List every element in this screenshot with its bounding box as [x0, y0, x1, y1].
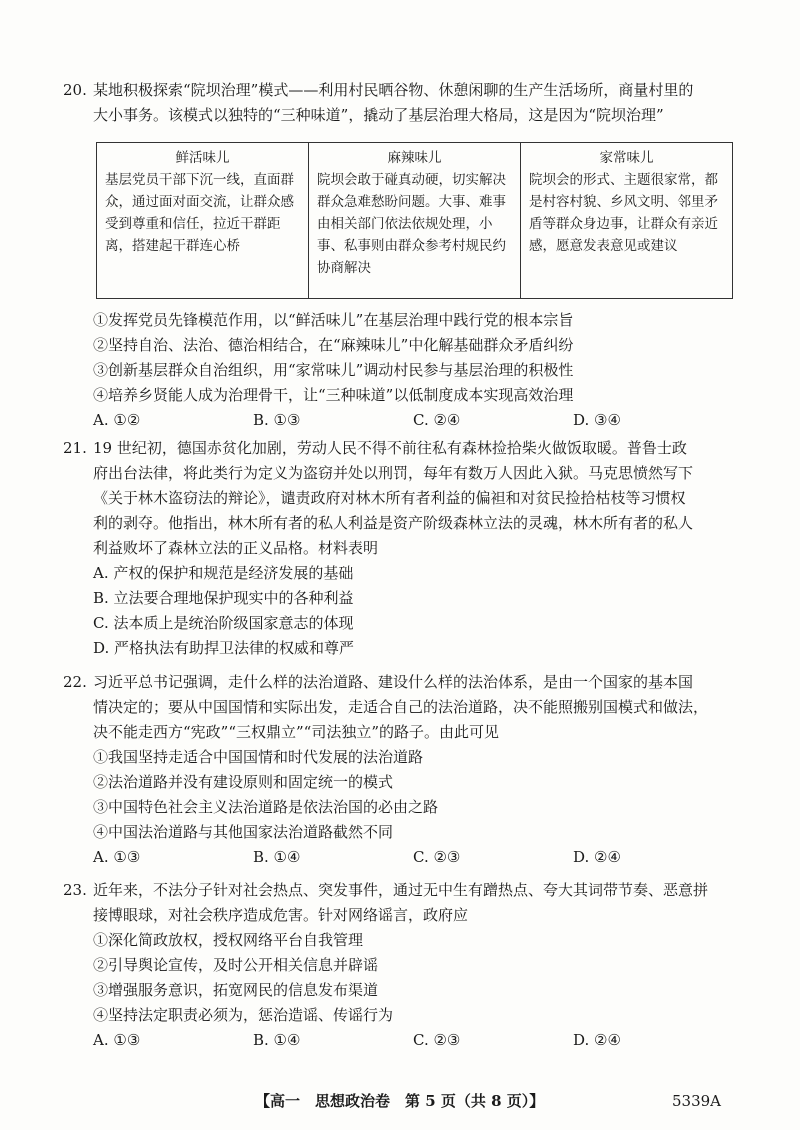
- question-22: [63, 670, 733, 870]
- option-b[interactable]: B. 立法要合理地保护现实中的各种利益: [93, 589, 354, 607]
- option-c[interactable]: C. ②③: [413, 1031, 461, 1049]
- statement: ②引导舆论宣传，及时公开相关信息并辟谣: [93, 956, 379, 974]
- q21-stem-line: 21. 19 世纪初，德国赤贫化加剧，劳动人民不得不前往私有森林捡拾柴火做饭取暖。普鲁士政: [93, 436, 733, 461]
- statement: ④培养乡贤能人成为治理骨干，让“三种味道”以低制度成本实现高效治理: [93, 386, 574, 404]
- q21-number: 21.: [63, 439, 87, 457]
- q23-stem-line: 23. 近年来，不法分子针对社会热点、突发事件，通过无中生有蹭热点、夸大其词带节奏、恶意拼: [93, 878, 733, 903]
- option-d[interactable]: D. ②④: [573, 848, 621, 866]
- statement: ①发挥党员先锋模范作用，以“鲜活味儿”在基层治理中践行党的根本宗旨: [93, 311, 574, 329]
- q20-table: [96, 142, 733, 299]
- q21-stem-line: 利益败坏了森林立法的正义品格。材料表明: [93, 539, 379, 557]
- q21-stem-line: 府出台法律，将此类行为定义为盗窃并处以刑罚，每年有数万人因此入狱。马克思愤然写下: [93, 464, 694, 482]
- option-c[interactable]: C. ②④: [413, 411, 461, 429]
- q23-number: 23.: [63, 881, 87, 899]
- q20-options: [93, 408, 733, 433]
- q22-options: [93, 845, 733, 870]
- question-20: [63, 78, 733, 128]
- footer-code: 5339A: [672, 1092, 722, 1110]
- option-a[interactable]: A. ①②: [93, 411, 141, 429]
- option-d[interactable]: D. 严格执法有助捍卫法律的权威和尊严: [93, 639, 355, 657]
- q23-options: [93, 1028, 733, 1053]
- table-col-head: 麻辣味儿: [387, 150, 442, 166]
- option-b[interactable]: B. ①④: [253, 848, 301, 866]
- statement: ③增强服务意识，拓宽网民的信息发布渠道: [93, 981, 379, 999]
- statement: ③创新基层群众自治组织，用“家常味儿”调动村民参与基层治理的积极性: [93, 361, 574, 379]
- q22-number: 22.: [63, 673, 87, 691]
- statement: ④坚持法定职责必须为，惩治造谣、传谣行为: [93, 1006, 394, 1024]
- option-b[interactable]: B. ①④: [253, 1031, 301, 1049]
- statement: ②坚持自治、法治、德治相结合，在“麻辣味儿”中化解基础群众矛盾纠纷: [93, 336, 574, 354]
- option-c[interactable]: C. 法本质上是统治阶级国家意志的体现: [93, 614, 354, 632]
- option-c[interactable]: C. ②③: [413, 848, 461, 866]
- q20-stem-line: 20. 某地积极探索“院坝治理”模式——利用村民晒谷物、休憩闲聊的生产生活场所，商量村里的: [93, 78, 733, 103]
- question-23: [63, 878, 733, 1053]
- page-footer: [0, 1090, 800, 1112]
- footer-page-info: 【高一 思想政治卷 第 5 页（共 8 页）】: [255, 1092, 545, 1110]
- q22-stem-line: 情决定的；要从中国国情和实际出发，走适合自己的法治道路，决不能照搬别国模式和做法，: [93, 698, 709, 716]
- q20-number: 20.: [63, 81, 87, 99]
- statement: ①我国坚持走适合中国国情和时代发展的法治道路: [93, 748, 424, 766]
- question-21: [63, 436, 733, 661]
- q20-statements: [93, 308, 733, 433]
- statement: ②法治道路并没有建设原则和固定统一的模式: [93, 773, 394, 791]
- table-cell-fresh: 鲜活味儿 基层党员干部下沉一线，直面群 众，通过面对面交流，让群众感 受到尊重和信任，拉近干群距 离，搭建起干群连心桥: [97, 143, 309, 299]
- option-b[interactable]: B. ①③: [253, 411, 301, 429]
- statement: ④中国法治道路与其他国家法治道路截然不同: [93, 823, 394, 841]
- q21-stem-line: 《关于林木盗窃法的辩论》，谴责政府对林木所有者利益的偏袒和对贫民捡拾枯枝等习惯权: [93, 489, 686, 507]
- option-a[interactable]: A. ①③: [93, 1031, 141, 1049]
- table-col-head: 家常味儿: [599, 150, 654, 166]
- table-col-head: 鲜活味儿: [175, 150, 230, 166]
- table-cell-homestyle: 家常味儿 院坝会的形式、主题很家常，都 是村容村貌、乡风文明、邻里矛 盾等群众身边事，让群众有亲近 感，愿意发表意见或建议: [521, 143, 733, 299]
- q21-stem-line: 利的剥夺。他指出，林木所有者的私人利益是资产阶级森林立法的灵魂，林木所有者的私人: [93, 514, 694, 532]
- q23-stem-line: 接博眼球，对社会秩序造成危害。针对网络谣言，政府应: [93, 906, 469, 924]
- q20-stem-line: 大小事务。该模式以独特的“三种味道”，撬动了基层治理大格局，这是因为“院坝治理”: [93, 106, 664, 124]
- statement: ①深化简政放权，授权网络平台自我管理: [93, 931, 364, 949]
- q22-stem-line: 决不能走西方“宪政”“三权鼎立”“司法独立”的路子。由此可见: [93, 723, 500, 741]
- option-a[interactable]: A. ①③: [93, 848, 141, 866]
- option-a[interactable]: A. 产权的保护和规范是经济发展的基础: [93, 564, 354, 582]
- table-cell-spicy: 麻辣味儿 院坝会敢于碰真动硬，切实解决 群众急难愁盼问题。大事、难事 由相关部门依法依规处理，小 事、私事则由群众参考村规民约 协商解决: [309, 143, 521, 299]
- option-d[interactable]: D. ②④: [573, 1031, 621, 1049]
- q22-stem-line: 22. 习近平总书记强调，走什么样的法治道路、建设什么样的法治体系，是由一个国家的基本国: [93, 670, 733, 695]
- option-d[interactable]: D. ③④: [573, 411, 621, 429]
- statement: ③中国特色社会主义法治道路是依法治国的必由之路: [93, 798, 439, 816]
